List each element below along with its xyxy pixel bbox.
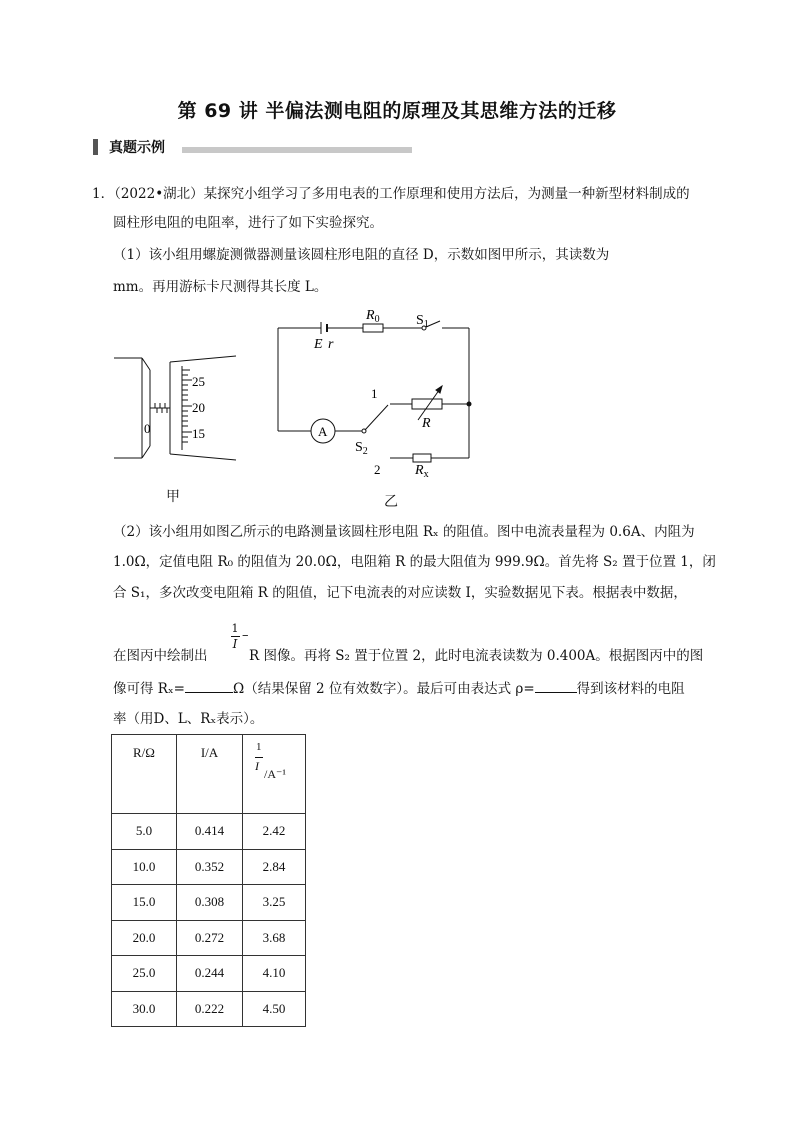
part2-line-3: 合 S₁，多次改变电阻箱 R 的阻值，记下电流表的对应读数 I，实验数据见下表。根据表中数据， — [113, 585, 687, 601]
table-header-row — [112, 735, 306, 814]
part2-line-4-end: R 图像。再将 S₂ 置于位置 2，此时电流表读数为 0.400A。根据图丙中的图 — [249, 648, 704, 664]
fraction-dash: – — [242, 628, 249, 643]
table-row: 20.0 0.272 3.68 — [112, 920, 306, 956]
micrometer-tick-25: 25 — [192, 374, 205, 389]
section-marker — [93, 139, 98, 155]
micrometer-zero: 0 — [144, 421, 151, 436]
micrometer-figure — [112, 348, 242, 468]
question-number: 1． — [92, 186, 115, 202]
section-divider — [182, 147, 412, 153]
figure-yi-caption: 乙 — [384, 494, 398, 510]
page-title: 第 69 讲 半偏法测电阻的原理及其思维方法的迁移 — [177, 100, 617, 122]
figure-jia-caption: 甲 — [166, 489, 180, 505]
label-R0: $R_0$ — [366, 308, 380, 325]
label-R: R — [422, 416, 431, 431]
table-row: 5.0 0.414 2.42 — [112, 814, 306, 850]
question-line-1: 1．（2022•湖北）某探究小组学习了多用电表的工作原理和使用方法后，为测量一种新型材料制成的 — [92, 186, 690, 202]
section-label: 真题示例 — [109, 140, 165, 156]
header-inverse-I: 1 I /A⁻¹ — [243, 735, 306, 814]
label-position-1: 1 — [371, 386, 378, 401]
micrometer-tick-20: 20 — [192, 400, 205, 415]
label-r: r — [328, 337, 334, 352]
label-position-2: 2 — [374, 462, 381, 477]
label-Rx: $R_x$ — [415, 463, 429, 480]
table-row: 15.0 0.308 3.25 — [112, 885, 306, 921]
part2-line-2: 1.0Ω，定值电阻 R₀ 的阻值为 20.0Ω，电阻箱 R 的最大阻值为 999.9Ω。首先将 S₂ 置于位置 1，闭 — [113, 554, 716, 570]
header-I: I/A — [177, 735, 243, 814]
ammeter-label: A — [318, 424, 328, 439]
table-row: 10.0 0.352 2.84 — [112, 849, 306, 885]
part1-line-1: （1）该小组用螺旋测微器测量该圆柱形电阻的直径 D，示数如图甲所示，其读数为 — [113, 247, 610, 263]
part2-line-4-start: 在图丙中绘制出 — [113, 648, 208, 664]
table-row: 25.0 0.244 4.10 — [112, 956, 306, 992]
rho-answer-blank[interactable] — [535, 678, 577, 693]
label-E: E — [314, 337, 323, 352]
fraction-1-over-I: 1 I — [231, 622, 239, 651]
circuit-figure — [270, 300, 485, 480]
label-S1: $S_1$ — [416, 313, 429, 330]
part1-line-2: mm。再用游标卡尺测得其长度 L。 — [113, 279, 328, 295]
table-row: 30.0 0.222 4.50 — [112, 991, 306, 1027]
part2-line-6: 率（用D、L、Rₓ表示）。 — [113, 711, 264, 727]
rx-answer-blank[interactable] — [185, 678, 233, 693]
question-line-2: 圆柱形电阻的电阻率，进行了如下实验探究。 — [113, 215, 383, 231]
micrometer-tick-15: 15 — [192, 426, 205, 441]
part2-line-1: （2）该小组用如图乙所示的电路测量该圆柱形电阻 Rₓ 的阻值。图中电流表量程为 0.6A、内阻为 — [113, 524, 695, 540]
part2-line-5: 像可得 Rₓ= Ω（结果保留 2 位有效数字）。最后可由表达式 ρ= 得到该材料的电阻 — [113, 678, 685, 699]
label-S2: $S_2$ — [355, 440, 368, 457]
header-R: R/Ω — [112, 735, 177, 814]
data-table — [111, 734, 306, 1027]
